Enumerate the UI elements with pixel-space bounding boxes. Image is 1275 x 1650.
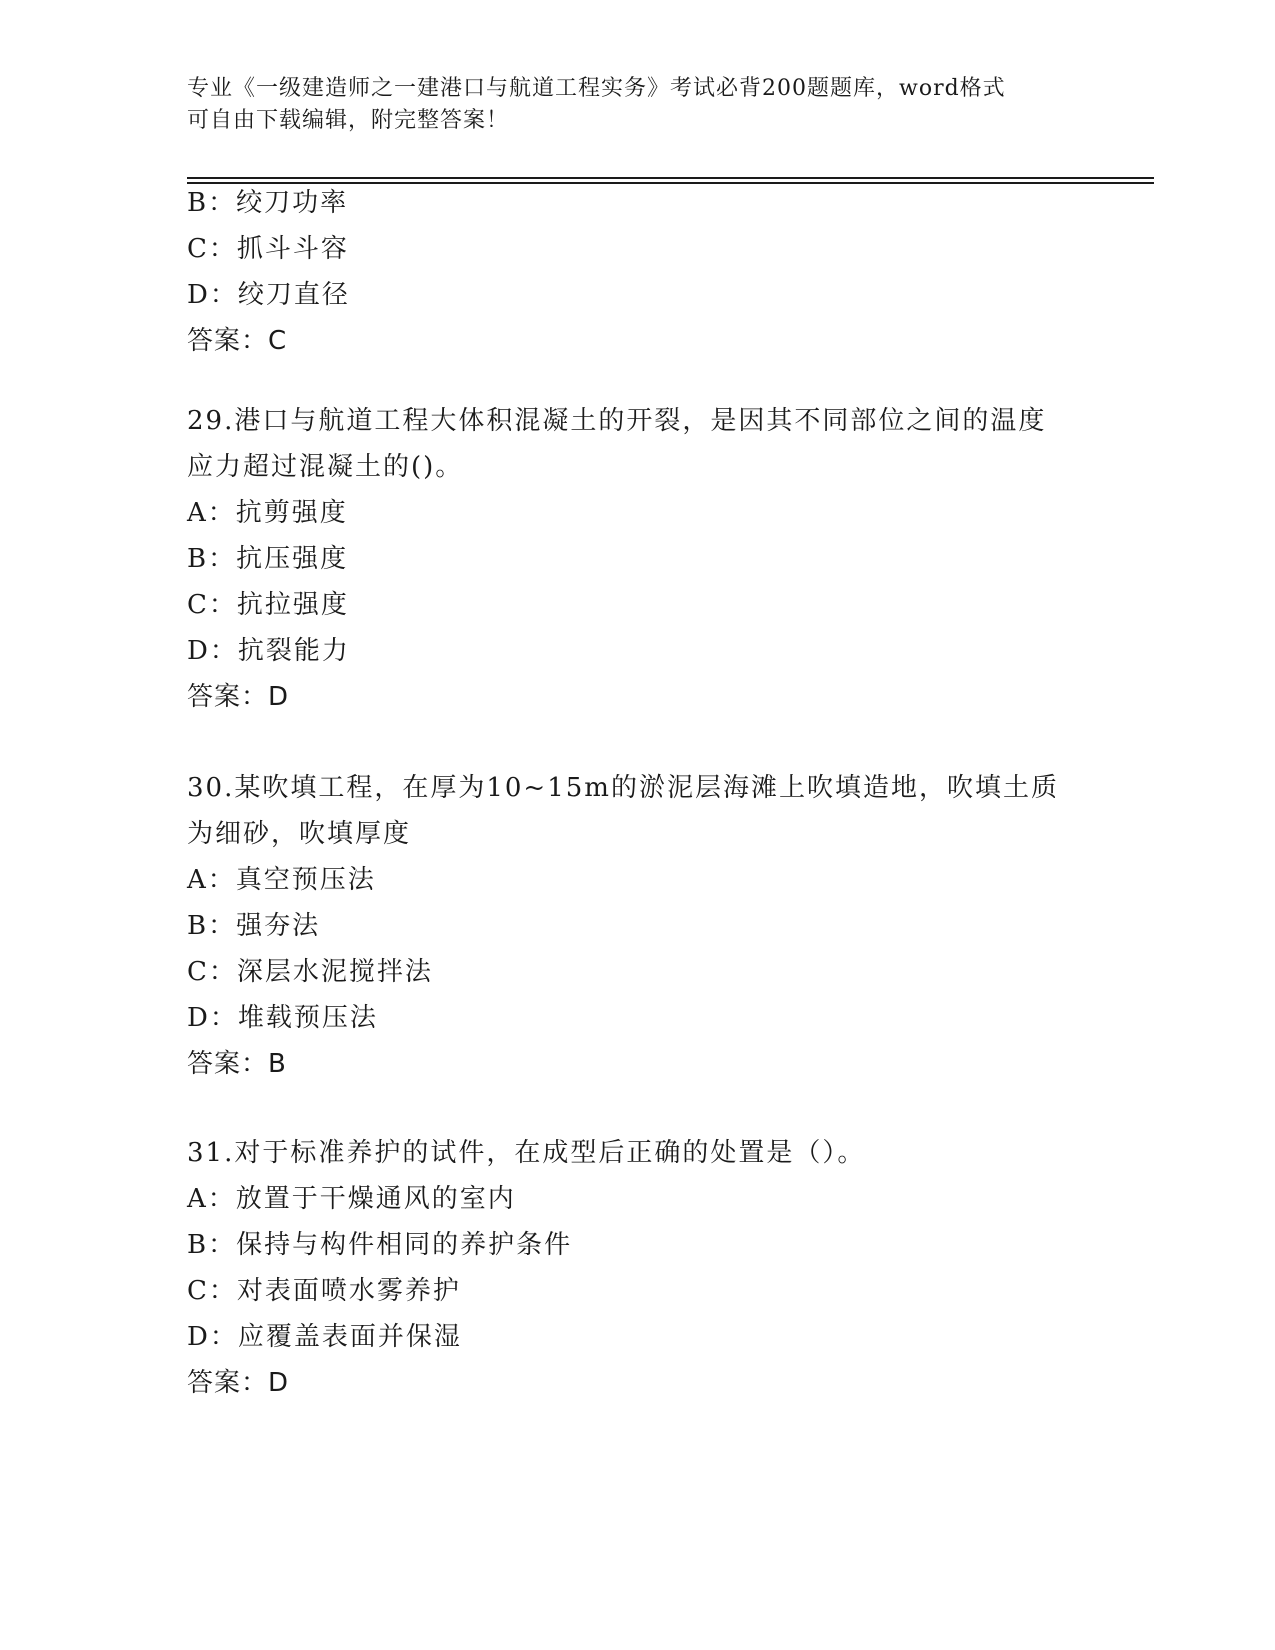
question-29 — [187, 398, 1087, 720]
answer-label: 答案：C — [187, 326, 288, 356]
option-c: C：对表面喷水雾养护 — [187, 1276, 461, 1306]
option-c: C：深层水泥搅拌法 — [187, 957, 433, 987]
option-a: A：真空预压法 — [187, 865, 376, 895]
header-line-1: 专业《一级建造师之一建港口与航道工程实务》考试必背200题题库，word格式 — [187, 76, 1006, 101]
question-stem-line: 为细砂，吹填厚度 — [187, 819, 412, 849]
option-a: A：放置于干燥通风的室内 — [187, 1184, 516, 1214]
option-b: B：保持与构件相同的养护条件 — [187, 1230, 573, 1260]
option-c: C：抓斗斗容 — [187, 234, 349, 264]
question-28-continued — [187, 180, 1087, 364]
question-stem-line: 30.某吹填工程，在厚为10~15m的淤泥层海滩上吹填造地，吹填土质 — [187, 773, 1059, 803]
option-b: B：强夯法 — [187, 911, 321, 941]
option-d: D：应覆盖表面并保湿 — [187, 1322, 462, 1352]
answer-label: 答案：B — [187, 1049, 287, 1079]
option-d: D：绞刀直径 — [187, 280, 350, 310]
document-header — [187, 73, 1087, 137]
question-30 — [187, 765, 1087, 1087]
question-31 — [187, 1130, 1087, 1406]
option-d: D：抗裂能力 — [187, 636, 350, 666]
header-divider-top — [187, 177, 1154, 179]
question-stem-line: 29.港口与航道工程大体积混凝土的开裂，是因其不同部位之间的温度 — [187, 406, 1047, 436]
header-line-2: 可自由下载编辑，附完整答案！ — [187, 108, 510, 133]
answer-label: 答案：D — [187, 682, 290, 712]
option-b: B：抗压强度 — [187, 544, 349, 574]
answer-label: 答案：D — [187, 1368, 290, 1398]
question-stem-line: 应力超过混凝土的()。 — [187, 452, 464, 482]
option-c: C：抗拉强度 — [187, 590, 349, 620]
question-stem-line: 31.对于标准养护的试件，在成型后正确的处置是（）。 — [187, 1138, 866, 1168]
option-a: A：抗剪强度 — [187, 498, 348, 528]
option-b: B：绞刀功率 — [187, 188, 349, 218]
option-d: D：堆载预压法 — [187, 1003, 378, 1033]
